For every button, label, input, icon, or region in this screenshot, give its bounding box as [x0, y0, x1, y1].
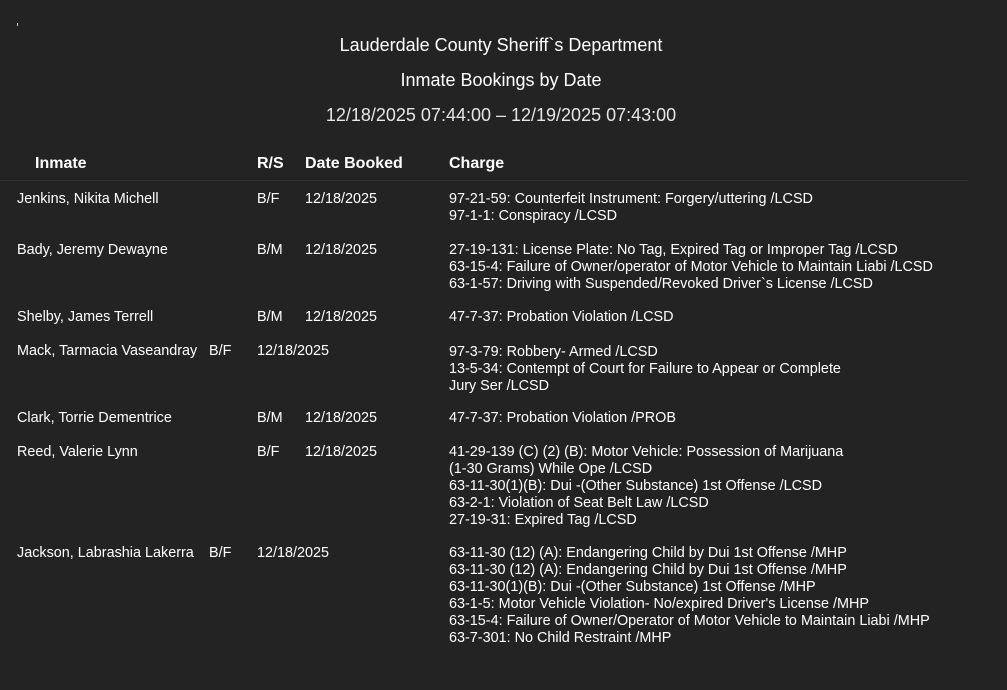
charge-list	[449, 309, 674, 326]
date-booked: 12/18/2025	[305, 444, 378, 460]
charge-line: 63-15-4: Failure of Owner/Operator of Motor Vehicle to Maintain Liabi /MHP	[449, 613, 930, 629]
date-booked: 12/18/2025	[257, 343, 330, 359]
charge-list	[449, 191, 813, 225]
column-header-rs: R/S	[257, 155, 284, 172]
charge-line: 63-15-4: Failure of Owner/operator of Motor Vehicle to Maintain Liabi /LCSD	[449, 259, 933, 275]
column-headers	[0, 155, 968, 181]
charge-line: 27-19-31: Expired Tag /LCSD	[449, 512, 637, 528]
race-sex: B/F	[209, 545, 232, 561]
inmate-name: Shelby, James Terrell	[17, 309, 154, 325]
column-header-charge: Charge	[449, 155, 505, 172]
race-sex: B/M	[257, 309, 283, 325]
race-sex: B/M	[257, 410, 283, 426]
charge-line: 97-1-1: Conspiracy /LCSD	[449, 208, 617, 224]
charge-line: Jury Ser /LCSD	[449, 378, 549, 394]
charge-list	[449, 410, 676, 427]
date-booked: 12/18/2025	[305, 309, 378, 325]
column-header-inmate: Inmate	[35, 155, 87, 172]
report-title: Inmate Bookings by Date	[400, 70, 602, 90]
charge-line: 27-19-131: License Plate: No Tag, Expired Tag or Improper Tag /LCSD	[449, 242, 898, 258]
date-booked: 12/18/2025	[257, 545, 330, 561]
charge-line: 63-11-30(1)(B): Dui -(Other Substance) 1st Offense /MHP	[449, 579, 816, 595]
inmate-name: Reed, Valerie Lynn	[17, 444, 138, 460]
inmate-name: Mack, Tarmacia Vaseandray	[17, 343, 198, 359]
column-header-date-booked: Date Booked	[305, 155, 403, 172]
race-sex: B/F	[209, 343, 232, 359]
charge-list	[449, 242, 933, 293]
charge-line: 13-5-34: Contempt of Court for Failure to Appear or Complete	[449, 361, 841, 377]
charge-list	[449, 344, 841, 395]
inmate-name: Jackson, Labrashia Lakerra	[17, 545, 194, 561]
charge-line: 63-11-30 (12) (A): Endangering Child by Dui 1st Offense /MHP	[449, 545, 847, 561]
charge-line: (1-30 Grams) While Ope /LCSD	[449, 461, 653, 477]
race-sex: B/M	[257, 242, 283, 258]
date-range: 12/18/2025 07:44:00 – 12/19/2025 07:43:00	[325, 105, 677, 125]
report-header	[0, 28, 1002, 133]
inmate-name: Jenkins, Nikita Michell	[17, 191, 159, 207]
date-booked: 12/18/2025	[305, 191, 378, 207]
charge-line: 63-1-57: Driving with Suspended/Revoked Driver`s License /LCSD	[449, 276, 873, 292]
charge-list	[449, 545, 930, 647]
department-title: Lauderdale County Sheriff`s Department	[339, 35, 663, 55]
charge-line: 47-7-37: Probation Violation /LCSD	[449, 309, 674, 325]
date-booked: 12/18/2025	[305, 410, 378, 426]
charge-line: 63-2-1: Violation of Seat Belt Law /LCSD	[449, 495, 709, 511]
corner-mark	[17, 23, 18, 26]
inmate-name: Bady, Jeremy Dewayne	[17, 242, 168, 258]
charge-line: 41-29-139 (C) (2) (B): Motor Vehicle: Possession of Marijuana	[449, 444, 844, 460]
charge-line: 63-11-30(1)(B): Dui -(Other Substance) 1st Offense /LCSD	[449, 478, 822, 494]
charge-line: 63-11-30 (12) (A): Endangering Child by Dui 1st Offense /MHP	[449, 562, 847, 578]
race-sex: B/F	[257, 191, 280, 207]
charge-line: 97-3-79: Robbery- Armed /LCSD	[449, 344, 658, 360]
charge-line: 47-7-37: Probation Violation /PROB	[449, 410, 676, 426]
date-booked: 12/18/2025	[305, 242, 378, 258]
race-sex: B/F	[257, 444, 280, 460]
charge-line: 97-21-59: Counterfeit Instrument: Forgery/uttering /LCSD	[449, 191, 813, 207]
charge-line: 63-7-301: No Child Restraint /MHP	[449, 630, 672, 646]
charge-list	[449, 444, 843, 529]
charge-line: 63-1-5: Motor Vehicle Violation- No/expired Driver's License /MHP	[449, 596, 869, 612]
inmate-name: Clark, Torrie Dementrice	[17, 410, 172, 426]
